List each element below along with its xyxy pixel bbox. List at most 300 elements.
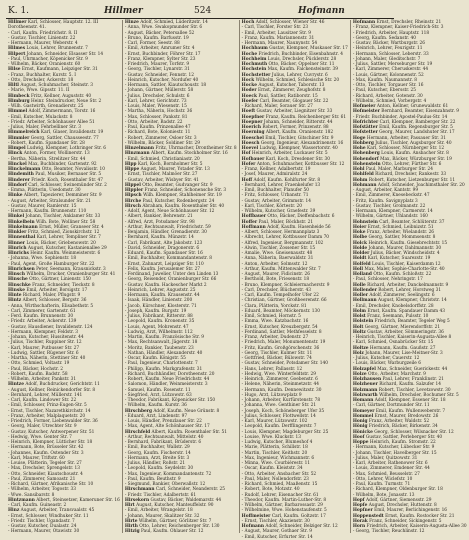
entry-details: Wilh. Klempner, Stahlheimer Str. 19 xyxy=(143,193,222,199)
entry-details: Heinrich, Arbeiter, Luckauer Str. 5 xyxy=(251,151,328,157)
entry-details: Louis, Tischler, Kaiserdamm 12 xyxy=(371,261,441,267)
entry-details: - Max, Ingenieur, Wichmannstr. 6 xyxy=(241,455,315,461)
entry-details: Franz, Arbeiter, Wielandstr. 26 xyxy=(366,230,435,235)
entry-details: Julius, Bäcker, Windscheidstr. 4 xyxy=(370,251,440,256)
entry-surname: Hoke xyxy=(352,230,366,235)
entry-surname: Hochheim xyxy=(241,56,267,62)
entry-details: Karl, Glaser, Invalidenstr. 19 xyxy=(40,130,104,136)
entry-details: Georg, Sattler, Mommsenstr. 8 xyxy=(368,235,436,241)
entry-details: Emil, Kaufm. Wullenweberstr. 7 xyxy=(375,408,446,414)
entry-details: - Heinrich, Lehrer, Feurigstr. 11 xyxy=(352,46,423,52)
entry-details: Johann, Tischler, Anklamer Str. 33 xyxy=(25,214,101,220)
entry-details: Robert, Tischler, Levetzowstr. 30 xyxy=(378,387,451,393)
entry-surname: Hilmes xyxy=(8,46,26,52)
entry-details: - Emma, Wwe. Katzbachstr. 16 xyxy=(241,319,309,325)
entry-surname: Hippler xyxy=(124,188,144,193)
entry-details: Heinr. Steindrucker, Neue Str. 2 xyxy=(31,98,102,104)
entry-details: Georg, Schlosser, Wilsnacker Str. 12 xyxy=(374,429,454,435)
entry-details: Adolf, Kaufm. Hasenheide 56 xyxy=(267,224,331,230)
entry-details: - Hans, Lehrer, Pallasstr. 12 xyxy=(241,366,303,372)
entry-details: - Max, Schlosser, Pankstr. 81 xyxy=(124,114,188,120)
entry-details: Gustav, Arbeiter, Liegnitzer Str. 33 xyxy=(256,109,333,115)
entry-details: - Ernst, Buchbinder, Föhrer Str. 17 xyxy=(124,51,201,57)
entry-details: - Wilhelm, Bote, Jonasstr. 13 xyxy=(352,492,415,498)
entry-details: - Gustav, Arbeiter, Grimmstr. 14 xyxy=(241,198,311,204)
entry-details: - Emma, Plätterin, Usedomstr. 30 xyxy=(8,188,81,193)
entry-surname: Hollmann xyxy=(352,298,377,304)
entry-details: Adolf, Schneider, Belziger Str. 12 xyxy=(265,524,338,529)
entry-surname: Holzwarth xyxy=(352,392,378,398)
entry-details: Paul, Maler, Marburger Str. 24 xyxy=(365,167,433,172)
entry-details: Otto, Bäcker, Dieffenbachstr. 6 xyxy=(267,214,335,220)
entry-surname: Hirschfeld xyxy=(124,429,151,435)
entry-surname: Holck xyxy=(352,240,367,246)
header-left-mark: K. 1. xyxy=(8,6,30,16)
entry-surname: Hohenstein xyxy=(352,161,381,167)
entry-details: - Benjamin, Händler, Grenadierstr. 30 xyxy=(124,230,207,235)
entry-surname: Holzapfel xyxy=(352,366,376,372)
entry-details: Adolf, Zimmermann, Torstr. 16 xyxy=(28,109,96,115)
entry-details: Wilhelm, Gärtner, Görlitzer Str. 7 xyxy=(138,518,212,524)
entry-details: - Louis, Zimmerer, Emdener Str. 44 xyxy=(352,466,430,472)
entry-details: Karl, Koch, Bornholmer Str. 5 xyxy=(137,161,203,167)
entry-details: Adolf, Klempner, Essener Str. 18 xyxy=(374,398,446,403)
entry-details: - Wilhelm, Arbeiter, Togostr. 33 xyxy=(8,487,76,493)
entry-surname: Hirth xyxy=(124,524,138,529)
directory-entry xyxy=(8,529,120,534)
entry-details: Otto, Lehrer, Fürther Str. 6 xyxy=(382,161,442,167)
entry-surname: Holfeld xyxy=(352,261,371,267)
entry-surname: Horak xyxy=(352,518,368,524)
entry-details: - Paul, Schlosser, Nehringstr. 17 xyxy=(352,277,423,283)
entry-details: - Friedr. Buchbinder, Apostel-Paulus-Str. 14 xyxy=(352,114,448,120)
entry-details: - Anna, Wwe. Swakopmunder Str. 6 xyxy=(124,25,203,31)
entry-surname: Hohendorf xyxy=(352,156,379,162)
entry-surname: Hinze xyxy=(124,20,139,25)
entry-surname: Holde xyxy=(352,245,368,251)
entry-surname: Hippel xyxy=(124,182,141,188)
entry-surname: Hommel xyxy=(352,413,374,419)
entry-surname: Hilse xyxy=(8,67,21,73)
entry-surname: Hohlfeld xyxy=(352,172,374,178)
entry-details: - Louis, Händler, Prenzlauer Str. 22 xyxy=(124,419,202,424)
entry-details: - Isaak, Händler, Linienstr. 200 xyxy=(124,298,193,304)
entry-details: - Karl, Zimmerer, Cheruskerstr. 44 xyxy=(352,67,429,73)
entry-details: - Gustav, Kaufm. Hackescher Markt 2 xyxy=(124,282,207,288)
entry-details: Julius, Lehrer, Cuvrystr. 6 xyxy=(271,72,328,78)
entry-details: Ernst, Zimmerer, Zeughofstr. 8 xyxy=(257,88,326,94)
entry-surname: Hönig xyxy=(352,424,368,430)
entry-details: - Joseph, Koch, Schöneberger Ufer 35 xyxy=(241,408,325,414)
entry-surname: Hinkelbein xyxy=(8,219,35,225)
entry-details: Emil, Tischler, Gitschiner Str. 9 xyxy=(265,135,334,141)
entry-details: - Gustav, Maurer, Ramlerstr. 15 xyxy=(8,203,77,209)
entry-details: Wilhelm, Drechsler, Bochumer Str. 5 xyxy=(379,392,459,398)
entry-surname: Himmel xyxy=(8,109,28,115)
entry-surname: Homann xyxy=(352,398,374,403)
entry-details: - Alfred, Arzt, Potsdamer Str. 98 xyxy=(124,219,195,225)
entry-details: Emil, Kaufm. Regensburger Str. 5 xyxy=(379,125,453,130)
entry-details: Adolf, Buchdrucker, Gerichtstr. 11 xyxy=(25,382,100,388)
entry-details: - Emil, Kutscher, Erfurter Str. 14 xyxy=(241,534,313,540)
entry-details: - Arthur, Kaufm. Mittenwalder Str. 7 xyxy=(241,266,321,272)
entry-surname: Hohenberg xyxy=(352,151,380,157)
entry-details: - Philipp, Kaufm. Markgrafenstr. 31 xyxy=(124,366,203,372)
entry-details: - Emil, Arbeiter, Lausitzer Str. 9 xyxy=(241,30,312,36)
entry-surname: Holdt xyxy=(352,256,367,262)
entry-details: - Wilhelm, Kutscher, Graefestr. 39 xyxy=(241,209,316,214)
entry-surname: Himburg xyxy=(8,98,30,104)
entry-details: Adolf, Gärtner, Siemensstr. 29 xyxy=(365,497,432,503)
entry-details: Richard, Drechsler, Rankestr. 33 xyxy=(375,172,447,178)
entry-surname: Hinschke xyxy=(8,282,31,288)
entry-surname: Hindemith xyxy=(8,172,34,178)
entry-details: - Gustav, Tischler, Linienstr. 22 xyxy=(8,35,76,41)
entry-surname: Hirsch xyxy=(124,203,141,209)
entry-details: - Alfred, Ingenieur, Bergmannstr. 102 xyxy=(241,240,324,246)
entry-details: Friedrich, Bäcker, Birkenstr. 34 xyxy=(368,424,438,430)
entry-surname: Hoff xyxy=(241,177,253,183)
entry-surname: Hinrichs xyxy=(8,251,29,256)
directory-entry xyxy=(242,535,348,540)
entry-details: - Karl, Arbeiter, Rathenower Str. 6 xyxy=(352,461,428,466)
entry-details: - Friedr. Arbeiter, Ackerstr. 139 xyxy=(8,319,77,325)
entry-details: - Anna, Näherin, Baerwaldstr. 31 xyxy=(241,256,314,262)
entry-details: Karl, Lehrer, Templiner Str. 7 xyxy=(36,235,101,241)
entry-details: - Carl, Kaufm. Lindower Str. 22 xyxy=(8,398,77,403)
entry-details: - Johann, Gärtner, Müllerstr. 58 xyxy=(124,88,194,94)
entry-details: August, Kutscher, Taborstr. 13 xyxy=(258,83,325,88)
entry-details: - Paul, Kaufm. Turmstr. 71 xyxy=(352,482,411,487)
entry-surname: Hohe xyxy=(352,146,366,151)
entry-details: - Richard, Klempner, Oldenburger Str. 18 xyxy=(352,487,443,493)
entry-details: - Paul, Bäcker, Hochstr. 2 xyxy=(8,366,64,372)
entry-details: Peter, Seemann, Krausnickstr. 3 xyxy=(36,266,106,272)
entry-details: Ludwig, Klempner, Lothringer Str. 6 xyxy=(26,146,107,151)
entry-details: - Theodor, Kaufm. Martin-Luther-Str. 8 xyxy=(241,497,327,503)
entry-details: Franz, Schneider, Schonensche Str. 3 xyxy=(144,188,227,193)
entry-surname: Hohnstein xyxy=(352,219,378,225)
entry-details: - Emil, Arbeiter, Wrangelstr. 18 xyxy=(124,508,193,514)
entry-surname: Hitzig xyxy=(124,529,140,535)
entry-surname: Hinske xyxy=(8,287,25,293)
entry-details: - Christian, Gärtner, Großbeerenstr. 66 xyxy=(241,298,327,304)
entry-details: - Helene, Näherin, Steinmetzstr. 44 xyxy=(241,382,319,388)
entry-surname: Hollender xyxy=(352,287,377,293)
entry-details: - Otto, Schneider, Kiautschoustr. 4 xyxy=(8,471,83,477)
entry-details: - Carl, Former, Seestr. 88 xyxy=(124,41,180,46)
entry-details: - Carl, Gärtner, Dortmunder Str. 11 xyxy=(352,403,430,409)
entry-details: Friedrich, Buchbinder, Eisenbahnstr. 4 xyxy=(258,51,343,57)
entry-details: Otto, Beamter, Gudvanger Str. 9 xyxy=(142,182,213,188)
entry-details: - Friedrich, Arbeiter, Hauptstr. 118 xyxy=(352,30,430,36)
entry-details: - Richard, Buchhändler, Dorotheenstr. 20 xyxy=(124,371,215,377)
entry-details: - Johann, Tischler, Havelberger Str. 15 xyxy=(352,450,437,456)
entry-surname: Hoier xyxy=(352,224,367,230)
entry-details: - Hugo, Arzt, Lützowplatz 9 xyxy=(241,392,302,398)
entry-surname: Hintz xyxy=(8,298,22,304)
entry-details: - Berthold, Bote, Friesenstr. 18 xyxy=(241,277,310,283)
entry-details: - Hermann, Maurer, Naunynstr. 54 xyxy=(241,41,318,46)
entry-details: - Hedwig, Wwe. Genter Str. 7 xyxy=(8,434,72,440)
entry-details: - Bernhard, Kaufm. Münzstr. 14 xyxy=(124,235,194,241)
entry-surname: Hirschberg xyxy=(124,408,152,414)
entry-details: - Adolf, Agent, Neue Schönhauser Str. 12 xyxy=(124,209,215,214)
entry-details: - Emil, Schlosser, Prinz-Eugen-Str. 5 xyxy=(8,403,87,409)
entry-surname: Holt xyxy=(352,324,364,330)
entry-details: - Otto, Arbeiter, Ansbacher Str. 52 xyxy=(241,471,317,477)
entry-details: Karl, Schlosser, Nürnberger Str. 12 xyxy=(367,146,445,151)
entry-details: Franz, Arbeiter, Waldstr. 52 xyxy=(368,419,430,424)
entry-details: - Richard, Arbeiter, Gotenstr. 30 xyxy=(352,93,423,99)
entry-details: - Amalie, Wwe. Gneisenaustr. 48 xyxy=(241,251,313,256)
entry-surname: Hilpert xyxy=(8,51,26,57)
entry-details: - Louis, Gärtner, Kolonnenstr. 52 xyxy=(352,72,424,78)
entry-details: - Carl, Zimmerer, Gartenstr. 61 xyxy=(8,308,76,314)
entry-details: - Robert, Kaufm. Neue Friedrichstr. 44 xyxy=(124,377,210,382)
entry-details: Ernst, Kaufmann, Leipziger Str. 31 xyxy=(21,67,98,73)
entry-surname: Himmler xyxy=(8,135,30,141)
entry-details: Friedr. Koch, Rosenthaler Str. 47 xyxy=(31,177,103,183)
entry-surname: Hinzmann xyxy=(124,151,150,157)
entry-surname: Holtz xyxy=(352,329,366,335)
entry-surname: Hiltl xyxy=(8,83,19,88)
entry-details: - Carl, Kaufm. Guineastr. 2 xyxy=(8,503,67,508)
entry-details: Fritz, Kellner, Auguststr. 40 xyxy=(30,93,92,99)
entry-details: August, Schuhmacher, Steinstr. 3 xyxy=(20,83,94,88)
entry-details: Paul, Musiker, Bernauer Str. 5 xyxy=(35,172,102,178)
entry-details: - Georg, Kaufm. Sedanstr. 40 xyxy=(352,35,416,41)
entry-details: Franz, Schneider, Tieckstr. 8 xyxy=(32,282,95,288)
entry-details: Hermann, Arbeiter, Passauer Str. 31 xyxy=(366,135,446,141)
entry-surname: Hoppe xyxy=(352,440,369,445)
entry-details: - Clara, Plätterin, Yorckstr. 81 xyxy=(241,303,307,309)
entry-details: Franz, Schneider, Sickingenstr. 5 xyxy=(369,518,442,524)
entry-surname: Holzhausen xyxy=(352,377,382,382)
entry-details: - Robert, Bote, Motzstr. 40 xyxy=(241,487,300,493)
entry-surname: Hinck xyxy=(8,151,23,157)
entry-details: - Georg, Tischler, Reuchlinstr. 12 xyxy=(352,529,425,535)
entry-details: - Wilhelm, Bäcker, Soldiner Str. 29 xyxy=(124,140,201,146)
entry-details: - Heinrich, Klempner, Lütticher Str. 18 xyxy=(8,440,93,445)
entry-surname: Hoppenstedt xyxy=(352,513,384,519)
column-3 xyxy=(239,20,350,540)
entry-details: - Heinrich, Lehrer, Auguststr. 25 xyxy=(124,287,196,293)
entry-details: - Johann, Maler, Gleditschstr. 7 xyxy=(352,56,421,62)
entry-surname: Holzmann xyxy=(352,387,378,393)
entry-details: - Paul, Kaufm. Prinzenallee 47 xyxy=(124,125,191,130)
entry-surname: Hipp xyxy=(124,161,137,167)
entry-details: - Hermann, Arzt, Breite Str. 3 xyxy=(124,455,190,461)
entry-details: - August, Kellner, Reinickendorfer Str. 8 xyxy=(8,387,96,393)
entry-details: - Richard, Gärtner, Afrikanische Str. 10 xyxy=(8,482,94,487)
entry-details: - Georg, Tischler, Kulmer Str. 11 xyxy=(241,350,313,356)
entry-surname: Holbe xyxy=(352,235,368,241)
entry-details: - Carl, Fabrikant, Alte Jakobstr. 123 xyxy=(124,240,203,246)
entry-surname: Hinckel xyxy=(8,161,27,167)
entry-surname: Hoffer xyxy=(241,219,258,225)
entry-details: - Robert, Kaufm. Spandauer Str. 28 xyxy=(8,140,85,146)
entry-details: Emil, Maurer, Berlichingenstr. 16 xyxy=(374,508,448,514)
entry-details: - Gustav, Hausdiener, Invalidenstr. 124 xyxy=(8,324,93,330)
entry-details: - Bruno, Kaufm. Barfusstr. 19 xyxy=(124,35,189,41)
entry-details: - Ferd. Kaufm. Brunnenstr. 30 xyxy=(8,314,74,319)
entry-surname: Hochstetter xyxy=(241,72,271,78)
entry-details: Abraham, Kaufm. Rosenthaler Str. 40 xyxy=(142,203,225,209)
entry-surname: Holz xyxy=(352,350,364,356)
entry-details: - Theodor, Fabrikant, Köpenicker Str. 150 xyxy=(124,398,216,403)
entry-details: - Max, Kaufm. Naumannstr. 8 xyxy=(352,77,417,83)
entry-surname: Hinkler xyxy=(8,230,27,235)
entry-details: Otto, Lehrer, Reichenberger Str. 130 xyxy=(139,524,220,529)
entry-details: - Otto, Lehrer, Wiclefstr. 10 xyxy=(352,476,413,482)
entry-details: - Otto, Schmied, Voltastr. 19 xyxy=(8,361,70,367)
entry-details: - Johannes, Kaufm. Ostender Str. 3 xyxy=(8,450,84,456)
entry-surname: Hoch xyxy=(241,20,255,25)
entry-details: - Rudolf, Lehrer, Eisenacher Str. 61 xyxy=(241,492,319,498)
entry-details: - Albrecht, Lehrer, Kottbusser Damm 70 xyxy=(241,235,330,241)
entry-details: Louis, Bäcker, Griebenowstr. 20 xyxy=(26,240,96,246)
entry-details: - Jacob, Kürschner, Klosterstr. 71 xyxy=(124,303,197,309)
entry-details: - Julius, Händler, Roßstr. 21 xyxy=(124,461,186,466)
entry-surname: Horn xyxy=(352,524,366,529)
entry-details: - Hedwig, Wwe. Winterfeldtstr. 29 xyxy=(241,371,316,377)
entry-details: - Julius, Fabrikant, Ritterstr. 88 xyxy=(124,314,193,319)
entry-details: - Wilhelm, Gärtner, Barbarossastr. 29 xyxy=(241,503,323,508)
entry-details: - Carl, Drechsler, Blücherstr. 43 xyxy=(241,287,311,293)
entry-surname: Hirche xyxy=(124,198,142,204)
entry-details: - Gustav, Schneider, Fennstr. 12 xyxy=(124,72,194,78)
entry-details: Albert, Kaufm. Stockholmer Str. 16 xyxy=(151,151,228,157)
entry-details: - Max, Rechtsanwalt, Jägerstr. 18 xyxy=(124,340,198,346)
entry-surname: Hocke xyxy=(241,83,257,88)
entry-details: Franz, Seemann, Pulsstr. 10 xyxy=(367,314,429,319)
entry-details: - Max, Ingenieur, Kommandantenstr. 72 xyxy=(124,471,212,477)
entry-surname: Hoeck xyxy=(241,93,257,99)
entry-details: Georg, Ingenieur, Alexandrinenstr. 16 xyxy=(260,140,344,146)
entry-surname: Hippe xyxy=(124,167,140,172)
entry-details: - August, Maurer, Fidicinstr. 26 xyxy=(241,272,310,277)
entry-details: - Hermann, Kaufm. Dennewitzstr. 30 xyxy=(241,387,322,393)
entry-details: - Hermann, Kutscher, Lübecker Str. 9 xyxy=(352,445,435,451)
entry-details: - Julius, Maler, Quitzowstr. 31 xyxy=(352,455,418,461)
entry-details: - August, Arbeiter, Stralsunder Str. 21 xyxy=(8,198,91,204)
entry-surname: Hoder xyxy=(241,88,257,94)
entry-details: Max, Maler, Sophie-Charlotte-Str. 40 xyxy=(364,266,445,272)
entry-details: August, Arbeiter, Transvaalstr. 45 xyxy=(20,508,95,514)
entry-details: Richard, Kaufm. Salzufer 14 xyxy=(379,382,441,388)
entry-details: Friedrich, Arbeiter, Kaiserin-Augusta-Allee 30 xyxy=(366,524,467,529)
entry-surname: Hirt xyxy=(124,503,135,508)
entry-surname: Hofmann xyxy=(241,524,265,529)
entry-surname: Hoesch xyxy=(241,140,260,146)
entry-surname: Himpel xyxy=(8,146,26,151)
entry-surname: Hinderer xyxy=(8,177,30,183)
entry-details: - Ludwig, Kutscher, Blumeshof 4 xyxy=(241,440,313,445)
entry-details: - Friedrich, Maler, Monumentenstr. 19 xyxy=(241,340,326,346)
entry-details: - Hermann, Klempner, Carmerstr. 14 xyxy=(352,209,433,214)
entry-details: Wilhelm, Drucker, Oranienburger Str. 41 xyxy=(26,272,116,277)
entry-details: - Felix, Kaufm. Jerusalemer Str. 27 xyxy=(124,266,201,272)
entry-details: Richard, Maler, Pflugstr. 9 xyxy=(22,293,81,298)
entry-details: Otto, Bäcker, Oppelner Str. 11 xyxy=(268,62,335,67)
header-catchword-right: Hofmann xyxy=(298,6,345,16)
entry-surname: Hofer xyxy=(241,161,256,167)
entry-details: Heinr. Kaufm. Weinmeisterstr. 6 xyxy=(30,251,101,256)
entry-details: Richard, Arbeiter, Danckelmannstr. 9 xyxy=(367,282,449,288)
entry-details: - Karl, Lehrer, Gerichtstr. 73 xyxy=(124,98,187,104)
entry-surname: Hinz xyxy=(8,508,20,514)
entry-details: - Julius, Kutscher, Cauerstr. 12 xyxy=(352,356,420,361)
entry-surname: Hof xyxy=(241,151,251,157)
entry-details: Johann, Schneider, Ritterstr. 44 xyxy=(263,119,333,125)
entry-details: - Robert, Kaufm. Badstr. 58 xyxy=(8,371,68,377)
entry-surname: Hinsche xyxy=(8,277,28,283)
entry-surname: Hoffbauer xyxy=(241,214,267,220)
entry-surname: Hirsekorn xyxy=(124,497,150,503)
entry-surname: Hohberg xyxy=(352,140,374,146)
entry-details: - Ernst, Zahnarzt, Leipziger Str. 110 xyxy=(124,261,204,267)
entry-details: Carl, Schlosser, Swinemünder Str. 2 xyxy=(28,182,107,188)
entry-details: - Paul, Kutscher, Ebersstr. 25 xyxy=(352,88,417,94)
entry-details: - Louise, Wwe. Kluckstr. 13 xyxy=(241,434,301,440)
entry-details: - Gottfried, Bäcker, Bülowstr. 74 xyxy=(241,356,312,361)
entry-details: - Nathan, Händler, Alexanderstr. 40 xyxy=(124,350,203,356)
entry-details: - Julius, Schlosser, Flottwellstr. 14 xyxy=(241,413,316,419)
entry-details: - Martin, Tischler, Keithstr. 20 xyxy=(241,450,308,456)
entry-surname: Hinrich xyxy=(8,245,27,251)
entry-details: - Wilhelmine, Wwe. Hohenstaufenstr. 5 xyxy=(241,508,327,514)
entry-surname: Hofmann xyxy=(352,20,376,25)
entry-surname: Hinnenthal xyxy=(8,235,36,241)
entry-details: Louis, Kaufm. Ansbacher Str. 8 xyxy=(381,151,449,157)
entry-details: Carl, Kaufm. Goltzstr. 17 xyxy=(271,513,326,519)
entry-surname: Hinkelmann xyxy=(8,224,38,230)
entry-details: - Franz, Kaufm. Mariannenstr. 31 xyxy=(241,35,315,41)
entry-details: - Salomon, Händler, Weinmeisterstr. 3 xyxy=(124,382,208,388)
entry-surname: Hinrichsen xyxy=(8,266,35,272)
entry-surname: Hofstätter xyxy=(352,125,378,130)
entry-details: - Johanna, Wwe. Genthiner Str. 21 xyxy=(241,403,317,409)
entry-details: Max, Bäcker, Würzburger Str. 19 xyxy=(380,156,452,162)
entry-details: Ernst, Maurer, Bredowstr. 26 xyxy=(374,413,439,419)
page-header xyxy=(6,4,394,19)
entry-details: - Louis, Klempner, Magdeburger Str. 25 xyxy=(241,429,329,435)
entry-details: Fritz, Uhrmacher, Drontheimer Str. 8 xyxy=(155,146,237,151)
entry-surname: Hoche xyxy=(241,51,258,57)
entry-details: - Karl, Tischler, Körtestr. 20 xyxy=(241,203,302,209)
entry-details: Friedrich, Beamter, Tegeler Weg 5 xyxy=(374,319,450,325)
entry-details: Paul, Maler, Böckhstr. 21 xyxy=(258,219,314,225)
entry-details: - Minna, Wwe. Courbièrestr. 11 xyxy=(241,461,311,466)
entry-details: - Emil, Zimmerer, Knesebeckstr. 47 xyxy=(352,193,430,199)
entry-details: Ernst, Kaufm. Spandauer Damm 43 xyxy=(367,308,445,314)
entry-details: - Paul, Agent, Große Hamburger Str. 22 xyxy=(8,261,95,267)
entry-details: Albert, Steinsetzer, Kameruner Str. 16 xyxy=(36,497,120,503)
entry-details: - Robert, Zimmerer, Osloer Str. 3 xyxy=(124,135,197,141)
entry-details: - Friedr. Tischler, Ugandastr. 7 xyxy=(8,518,75,524)
entry-details: - Alwin, Tischler, Zossener Str. 15 xyxy=(241,245,316,251)
entry-surname: Hoerning xyxy=(241,130,265,136)
entry-details: - Bernhard, Lehrer, Fraenkelufer 13 xyxy=(241,182,321,188)
entry-details: - Anna, Wirthschafterin, Elisabethstr. 5 xyxy=(8,303,94,309)
entry-details: Robert, Former, Prinzenstr. 88 xyxy=(262,125,329,130)
entry-details: - Paul, Maler, Nollendorfstr. 23 xyxy=(241,476,309,482)
entry-details: - August, Arbeiter, Kantstr. 99 xyxy=(352,188,419,193)
entry-details: Karl, Schlosser, Hauptstr. 12. III xyxy=(27,20,99,25)
entry-details: Georg, Gärtner, Mierendorffstr. 21 xyxy=(364,324,441,330)
entry-details: - Ferdinand, Juwelier, Unter den Linden 13 xyxy=(124,272,219,277)
